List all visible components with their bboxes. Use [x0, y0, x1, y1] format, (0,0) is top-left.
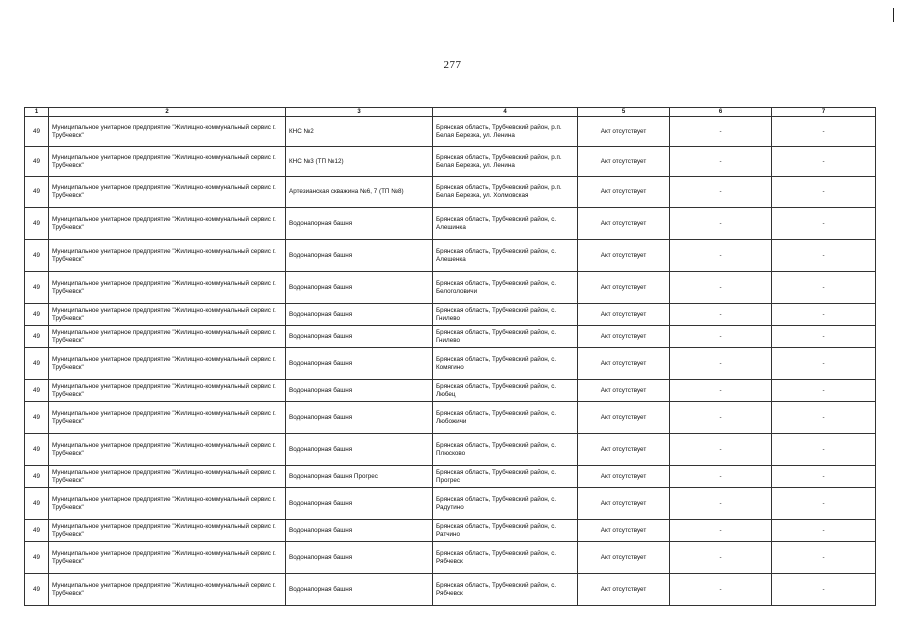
act-status-cell: Акт отсутствует — [578, 434, 670, 466]
column-7-cell: - — [772, 348, 876, 380]
header-row — [25, 108, 876, 117]
column-7-cell: - — [772, 488, 876, 520]
column-7-cell: - — [772, 574, 876, 606]
organization-cell: Муниципальное унитарное предприятие "Жилищно-коммунальный сервис г. Трубчевск" — [49, 304, 286, 326]
organization-cell: Муниципальное унитарное предприятие "Жилищно-коммунальный сервис г. Трубчевск" — [49, 520, 286, 542]
column-7-cell: - — [772, 380, 876, 402]
address-cell: Брянская область, Трубчевский район, с. Любожичи — [433, 402, 578, 434]
address-cell: Брянская область, Трубчевский район, с. Белоголовичи — [433, 272, 578, 304]
act-status-cell: Акт отсутствует — [578, 117, 670, 147]
address-cell: Брянская область, Трубчевский район, с. Ратчино — [433, 520, 578, 542]
header-cell: 4 — [433, 108, 578, 117]
row-number: 49 — [25, 117, 49, 147]
act-status-cell: Акт отсутствует — [578, 574, 670, 606]
column-7-cell: - — [772, 240, 876, 272]
table-row — [25, 520, 876, 542]
object-cell: Водонапорная башня — [286, 326, 433, 348]
header-cell: 7 — [772, 108, 876, 117]
column-7-cell: - — [772, 542, 876, 574]
object-cell: Водонапорная башня — [286, 208, 433, 240]
table-row — [25, 240, 876, 272]
column-6-cell: - — [670, 466, 772, 488]
table-row — [25, 380, 876, 402]
object-cell: Водонапорная башня — [286, 520, 433, 542]
table-row — [25, 304, 876, 326]
act-status-cell: Акт отсутствует — [578, 208, 670, 240]
table-row — [25, 434, 876, 466]
object-cell: Водонапорная башня — [286, 542, 433, 574]
table-row — [25, 326, 876, 348]
organization-cell: Муниципальное унитарное предприятие "Жилищно-коммунальный сервис г. Трубчевск" — [49, 326, 286, 348]
column-6-cell: - — [670, 520, 772, 542]
address-cell: Брянская область, Трубчевский район, с. Любец — [433, 380, 578, 402]
act-status-cell: Акт отсутствует — [578, 380, 670, 402]
organization-cell: Муниципальное унитарное предприятие "Жилищно-коммунальный сервис г. Трубчевск" — [49, 466, 286, 488]
column-6-cell: - — [670, 326, 772, 348]
object-cell: Водонапорная башня — [286, 574, 433, 606]
table-row — [25, 402, 876, 434]
row-number: 49 — [25, 304, 49, 326]
object-cell: Водонапорная башня — [286, 402, 433, 434]
organization-cell: Муниципальное унитарное предприятие "Жилищно-коммунальный сервис г. Трубчевск" — [49, 434, 286, 466]
column-7-cell: - — [772, 326, 876, 348]
row-number: 49 — [25, 402, 49, 434]
object-cell: Водонапорная башня — [286, 434, 433, 466]
column-7-cell: - — [772, 272, 876, 304]
organization-cell: Муниципальное унитарное предприятие "Жилищно-коммунальный сервис г. Трубчевск" — [49, 488, 286, 520]
object-cell: Водонапорная башня — [286, 272, 433, 304]
row-number: 49 — [25, 488, 49, 520]
page-number: 277 — [443, 59, 462, 71]
header-cell: 2 — [49, 108, 286, 117]
object-cell: Водонапорная башня — [286, 488, 433, 520]
column-6-cell: - — [670, 272, 772, 304]
row-number: 49 — [25, 520, 49, 542]
act-status-cell: Акт отсутствует — [578, 348, 670, 380]
column-6-cell: - — [670, 488, 772, 520]
table-row — [25, 272, 876, 304]
act-status-cell: Акт отсутствует — [578, 272, 670, 304]
organization-cell: Муниципальное унитарное предприятие "Жилищно-коммунальный сервис г. Трубчевск" — [49, 147, 286, 177]
organization-cell: Муниципальное унитарное предприятие "Жилищно-коммунальный сервис г. Трубчевск" — [49, 348, 286, 380]
act-status-cell: Акт отсутствует — [578, 466, 670, 488]
table-row — [25, 117, 876, 147]
address-cell: Брянская область, Трубчевский район, с. Плюсково — [433, 434, 578, 466]
registry-table — [24, 107, 876, 606]
column-7-cell: - — [772, 177, 876, 208]
organization-cell: Муниципальное унитарное предприятие "Жилищно-коммунальный сервис г. Трубчевск" — [49, 380, 286, 402]
table-row — [25, 488, 876, 520]
column-7-cell: - — [772, 117, 876, 147]
address-cell: Брянская область, Трубчевский район, с. Гнилево — [433, 326, 578, 348]
edge-mark — [893, 8, 894, 22]
column-6-cell: - — [670, 117, 772, 147]
organization-cell: Муниципальное унитарное предприятие "Жилищно-коммунальный сервис г. Трубчевск" — [49, 272, 286, 304]
address-cell: Брянская область, Трубчевский район, с. Прогрес — [433, 466, 578, 488]
object-cell: Водонапорная башня — [286, 380, 433, 402]
row-number: 49 — [25, 542, 49, 574]
column-7-cell: - — [772, 434, 876, 466]
table-row — [25, 348, 876, 380]
organization-cell: Муниципальное унитарное предприятие "Жилищно-коммунальный сервис г. Трубчевск" — [49, 542, 286, 574]
table-row — [25, 542, 876, 574]
act-status-cell: Акт отсутствует — [578, 177, 670, 208]
column-6-cell: - — [670, 434, 772, 466]
table-row — [25, 177, 876, 208]
act-status-cell: Акт отсутствует — [578, 304, 670, 326]
address-cell: Брянская область, Трубчевский район, с. Алешенка — [433, 240, 578, 272]
table-body — [25, 117, 876, 606]
object-cell: Водонапорная башня — [286, 348, 433, 380]
column-7-cell: - — [772, 208, 876, 240]
column-6-cell: - — [670, 542, 772, 574]
column-6-cell: - — [670, 177, 772, 208]
organization-cell: Муниципальное унитарное предприятие "Жилищно-коммунальный сервис г. Трубчевск" — [49, 117, 286, 147]
header-cell: 1 — [25, 108, 49, 117]
column-7-cell: - — [772, 147, 876, 177]
address-cell: Брянская область, Трубчевский район, с. Радутино — [433, 488, 578, 520]
act-status-cell: Акт отсутствует — [578, 402, 670, 434]
act-status-cell: Акт отсутствует — [578, 240, 670, 272]
column-7-cell: - — [772, 520, 876, 542]
column-6-cell: - — [670, 208, 772, 240]
row-number: 49 — [25, 434, 49, 466]
header-cell: 6 — [670, 108, 772, 117]
table-row — [25, 147, 876, 177]
act-status-cell: Акт отсутствует — [578, 488, 670, 520]
organization-cell: Муниципальное унитарное предприятие "Жилищно-коммунальный сервис г. Трубчевск" — [49, 402, 286, 434]
row-number: 49 — [25, 348, 49, 380]
address-cell: Брянская область, Трубчевский район, р.п. Белая Березка, ул. Ленина — [433, 117, 578, 147]
address-cell: Брянская область, Трубчевский район, с. Комягино — [433, 348, 578, 380]
address-cell: Брянская область, Трубчевский район, с. Рябчевск — [433, 542, 578, 574]
column-7-cell: - — [772, 304, 876, 326]
organization-cell: Муниципальное унитарное предприятие "Жилищно-коммунальный сервис г. Трубчевск" — [49, 177, 286, 208]
row-number: 49 — [25, 208, 49, 240]
row-number: 49 — [25, 240, 49, 272]
column-6-cell: - — [670, 574, 772, 606]
object-cell: КНС №2 — [286, 117, 433, 147]
header-cell: 5 — [578, 108, 670, 117]
row-number: 49 — [25, 272, 49, 304]
row-number: 49 — [25, 574, 49, 606]
organization-cell: Муниципальное унитарное предприятие "Жилищно-коммунальный сервис г. Трубчевск" — [49, 208, 286, 240]
address-cell: Брянская область, Трубчевский район, с. Гнилево — [433, 304, 578, 326]
column-6-cell: - — [670, 380, 772, 402]
column-6-cell: - — [670, 402, 772, 434]
address-cell: Брянская область, Трубчевский район, с. Рябчевск — [433, 574, 578, 606]
row-number: 49 — [25, 326, 49, 348]
table-row — [25, 208, 876, 240]
column-7-cell: - — [772, 402, 876, 434]
address-cell: Брянская область, Трубчевский район, р.п. Белая Березка, ул. Холмовская — [433, 177, 578, 208]
object-cell: КНС №3 (ТП №12) — [286, 147, 433, 177]
address-cell: Брянская область, Трубчевский район, с. Алешинка — [433, 208, 578, 240]
column-7-cell: - — [772, 466, 876, 488]
header-cell: 3 — [286, 108, 433, 117]
object-cell: Артезианская скважина №6, 7 (ТП №8) — [286, 177, 433, 208]
row-number: 49 — [25, 466, 49, 488]
column-6-cell: - — [670, 147, 772, 177]
organization-cell: Муниципальное унитарное предприятие "Жилищно-коммунальный сервис г. Трубчевск" — [49, 240, 286, 272]
row-number: 49 — [25, 177, 49, 208]
row-number: 49 — [25, 380, 49, 402]
column-6-cell: - — [670, 348, 772, 380]
row-number: 49 — [25, 147, 49, 177]
address-cell: Брянская область, Трубчевский район, р.п. Белая Березка, ул. Ленина — [433, 147, 578, 177]
column-6-cell: - — [670, 304, 772, 326]
table-row — [25, 574, 876, 606]
act-status-cell: Акт отсутствует — [578, 542, 670, 574]
organization-cell: Муниципальное унитарное предприятие "Жилищно-коммунальный сервис г. Трубчевск" — [49, 574, 286, 606]
object-cell: Водонапорная башня — [286, 240, 433, 272]
act-status-cell: Акт отсутствует — [578, 326, 670, 348]
object-cell: Водонапорная башня Прогрес — [286, 466, 433, 488]
column-6-cell: - — [670, 240, 772, 272]
act-status-cell: Акт отсутствует — [578, 147, 670, 177]
object-cell: Водонапорная башня — [286, 304, 433, 326]
act-status-cell: Акт отсутствует — [578, 520, 670, 542]
table-row — [25, 466, 876, 488]
